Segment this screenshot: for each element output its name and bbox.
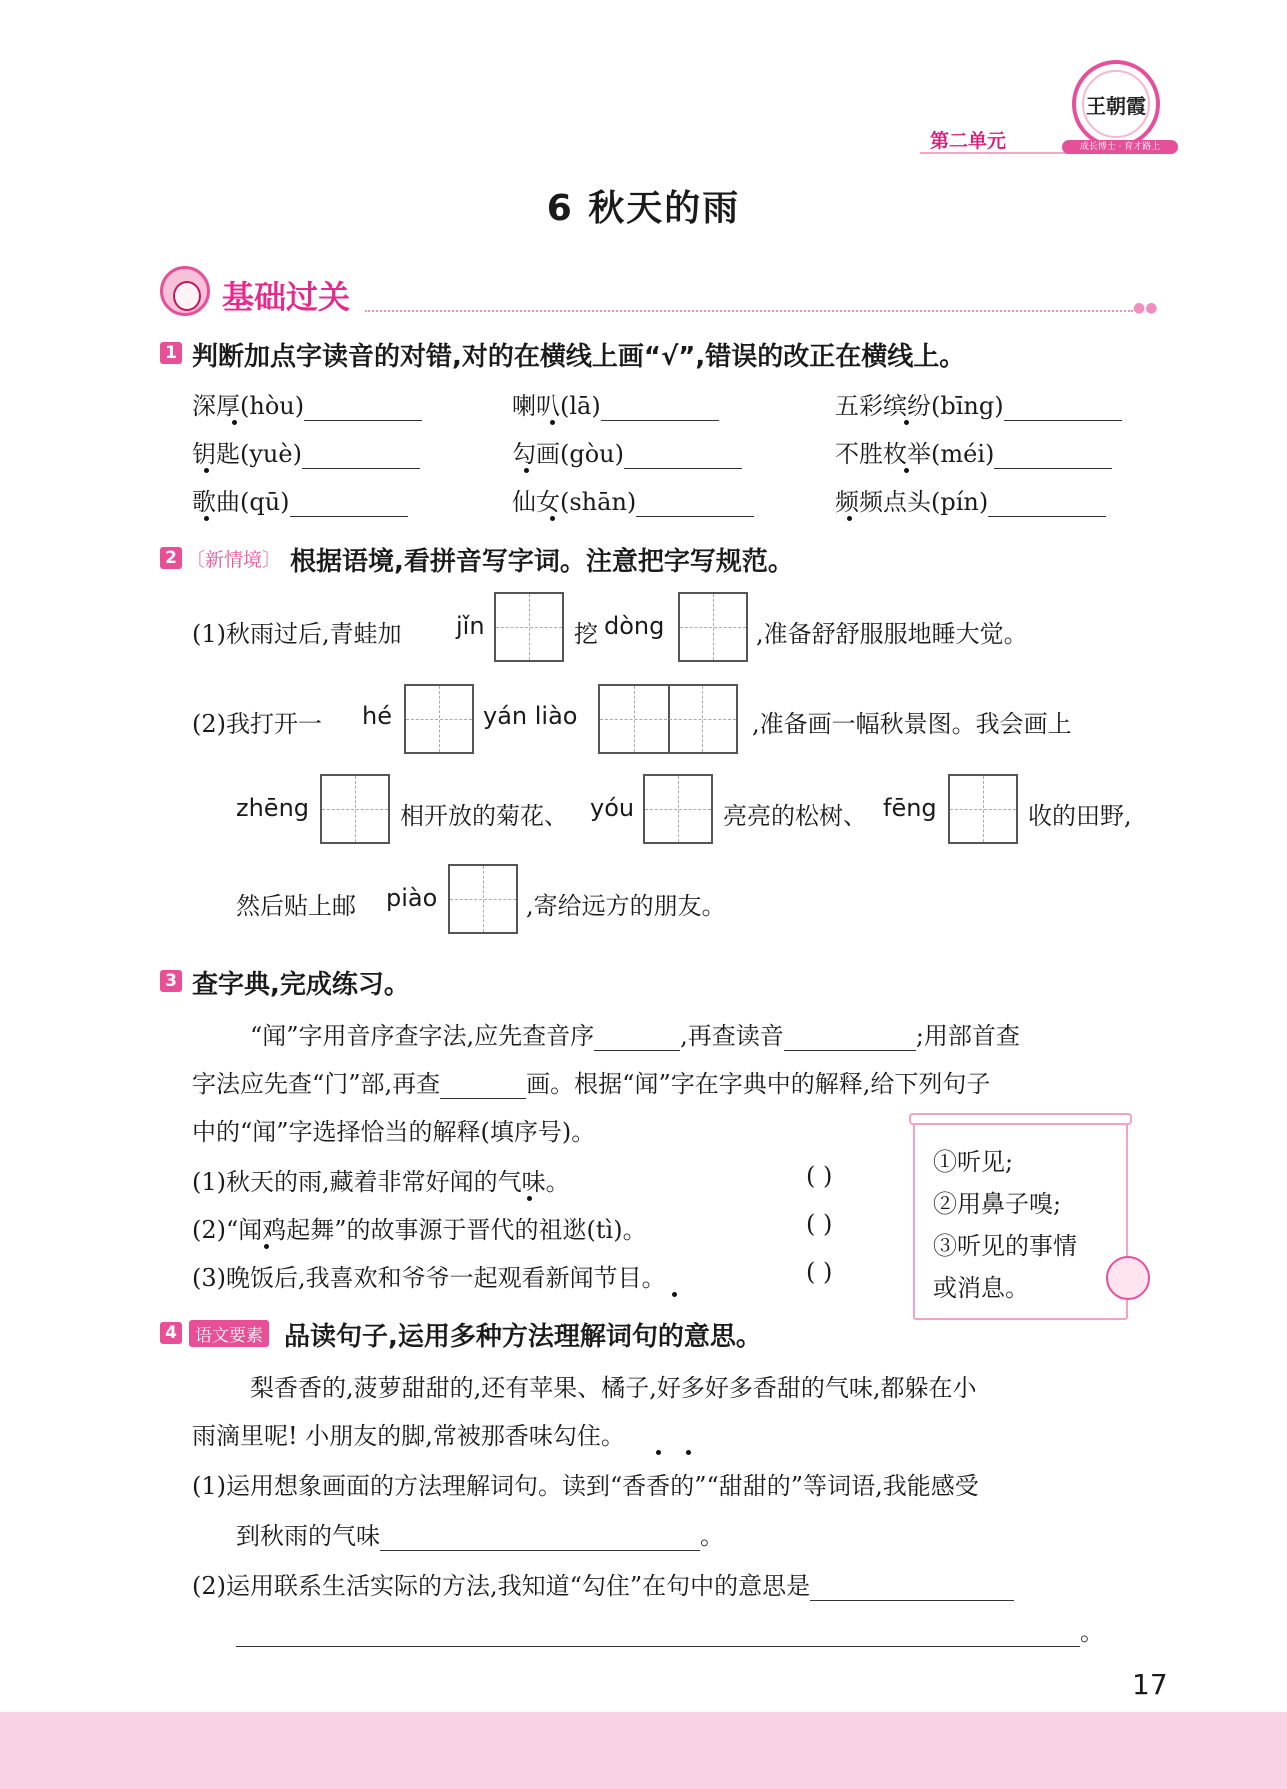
tianzi-grid-double[interactable] xyxy=(598,684,738,754)
q2-s4-b: ,寄给远方的朋友。 xyxy=(526,892,726,920)
q1-item: 不胜枚举(méi) xyxy=(835,434,1112,469)
cartoon-girl-icon xyxy=(1106,1256,1150,1300)
brand-logo xyxy=(1072,60,1161,152)
emphasis-dot xyxy=(527,1196,532,1201)
answer-parentheses[interactable]: ( ) xyxy=(806,1210,833,1238)
q1-item: 歌曲(qū) xyxy=(192,482,408,517)
q4-tag: 语文要素 xyxy=(189,1320,269,1347)
emphasis-dot xyxy=(204,516,209,521)
pinyin: hé xyxy=(362,702,392,730)
emphasis-dot xyxy=(656,1450,661,1455)
footer-band xyxy=(0,1712,1287,1789)
q2-s3-a: 相开放的菊花、 xyxy=(400,802,568,830)
answer-blank[interactable] xyxy=(994,440,1112,469)
answer-blank[interactable] xyxy=(810,1572,1014,1601)
emphasis-dot xyxy=(550,516,555,521)
q4-s1-line: 到秋雨的气味 。 xyxy=(236,1522,724,1550)
q3-item-1: (1)秋天的雨,藏着非常好闻的气味。 xyxy=(192,1168,570,1196)
answer-blank[interactable] xyxy=(636,488,754,517)
definition-3: ③听见的事情 xyxy=(933,1232,1077,1260)
answer-blank[interactable] xyxy=(236,1618,1080,1647)
unit-label: 第二单元 xyxy=(930,130,1007,152)
definition-1: ①听见; xyxy=(933,1148,1014,1176)
page-number: 17 xyxy=(1132,1668,1168,1701)
q4-prompt: 品读句子,运用多种方法理解词句的意思。 xyxy=(284,1322,762,1352)
lesson-title: 6 秋天的雨 xyxy=(546,188,741,229)
q1-item: 勾画(gòu) xyxy=(512,434,742,469)
answer-parentheses[interactable]: ( ) xyxy=(806,1162,833,1190)
section-title: 基础过关 xyxy=(222,278,351,316)
tianzi-grid[interactable] xyxy=(678,592,748,662)
decor-dots-icon: ●● xyxy=(1133,300,1158,316)
q2-s1-a: (1)秋雨过后,青蛙加 xyxy=(192,620,402,648)
section-divider xyxy=(365,310,1133,312)
q3-prompt: 查字典,完成练习。 xyxy=(192,970,410,1000)
pinyin: dòng xyxy=(604,612,665,640)
definition-3-cont: 或消息。 xyxy=(933,1274,1029,1302)
q4-number: 4 xyxy=(160,1322,182,1344)
q2-number: 2 xyxy=(160,547,182,569)
q1-item: 五彩缤纷(bīng) xyxy=(835,386,1122,421)
answer-blank[interactable] xyxy=(594,1022,680,1051)
q3-line1: “闻”字用音序查字法,应先查音序 ,再查读音 ;用部首查 xyxy=(250,1022,1020,1050)
definition-2: ②用鼻子嗅; xyxy=(933,1190,1062,1218)
emphasis-dot xyxy=(232,420,237,425)
q1-item: 深厚(hòu) xyxy=(192,386,422,421)
q1-item: 频频点头(pín) xyxy=(835,482,1106,517)
q4-s2-cont: 。 xyxy=(236,1612,1104,1647)
answer-blank[interactable] xyxy=(624,440,742,469)
q3-line3: 中的“闻”字选择恰当的解释(填序号)。 xyxy=(192,1118,596,1146)
emphasis-dot xyxy=(524,468,529,473)
q2-s2-a: (2)我打开一 xyxy=(192,710,322,738)
q1-prompt: 判断加点字读音的对错,对的在横线上画“√”,错误的改正在横线上。 xyxy=(192,342,966,372)
q3-line2: 字法应先查“门”部,再查 画。根据“闻”字在字典中的解释,给下列句子 xyxy=(192,1070,991,1098)
teacher-avatar-icon xyxy=(160,266,210,316)
q1-item: 喇叭(lā) xyxy=(512,386,719,421)
q3-item-3: (3)晚饭后,我喜欢和爷爷一起观看新闻节目。 xyxy=(192,1264,666,1292)
emphasis-dot xyxy=(204,468,209,473)
q2-s1-b: 挖 xyxy=(574,620,598,648)
tianzi-grid[interactable] xyxy=(404,684,474,754)
tianzi-grid[interactable] xyxy=(643,774,713,844)
answer-blank[interactable] xyxy=(304,392,422,421)
q1-item: 仙女(shān) xyxy=(512,482,754,517)
q4-s1-a: (1)运用想象画面的方法理解词句。读到“香香的”“甜甜的”等词语,我能感受 xyxy=(192,1472,979,1500)
pinyin: yán liào xyxy=(483,702,578,730)
q2-s4-a: 然后贴上邮 xyxy=(236,892,356,920)
tianzi-grid[interactable] xyxy=(320,774,390,844)
definition-note-card xyxy=(913,1118,1128,1320)
emphasis-dot xyxy=(904,420,909,425)
pinyin: zhēng xyxy=(236,794,310,822)
q2-s3-b: 亮亮的松树、 xyxy=(723,802,867,830)
emphasis-dot xyxy=(264,1244,269,1249)
answer-blank[interactable] xyxy=(988,488,1106,517)
emphasis-dot xyxy=(550,420,555,425)
answer-blank[interactable] xyxy=(1004,392,1122,421)
pinyin: yóu xyxy=(590,794,635,822)
q2-prompt: 根据语境,看拼音写字词。注意把字写规范。 xyxy=(290,547,794,577)
tianzi-grid[interactable] xyxy=(494,592,564,662)
answer-parentheses[interactable]: ( ) xyxy=(806,1258,833,1286)
q4-passage-2: 雨滴里呢! 小朋友的脚,常被那香味勾住。 xyxy=(192,1422,625,1450)
tianzi-grid[interactable] xyxy=(448,864,518,934)
answer-blank[interactable] xyxy=(784,1022,916,1051)
q3-number: 3 xyxy=(160,970,182,992)
emphasis-dot xyxy=(686,1450,691,1455)
tianzi-grid[interactable] xyxy=(948,774,1018,844)
q3-item-2: (2)“闻鸡起舞”的故事源于晋代的祖逖(tì)。 xyxy=(192,1216,647,1244)
emphasis-dot xyxy=(672,1292,677,1297)
q2-tag: 〔新情境〕 xyxy=(186,549,282,571)
note-clip xyxy=(909,1113,1132,1125)
answer-blank[interactable] xyxy=(601,392,719,421)
answer-blank[interactable] xyxy=(302,440,420,469)
q4-s2-line: (2)运用联系生活实际的方法,我知道“勾住”在句中的意思是 xyxy=(192,1566,1014,1601)
q2-s2-c: ,准备画一幅秋景图。我会画上 xyxy=(752,710,1072,738)
pinyin: fēng xyxy=(883,794,937,822)
logo-motto: 成长博士 · 育才路上 xyxy=(1062,140,1178,154)
q1-item: 钥匙(yuè) xyxy=(192,434,420,469)
logo-text: 王朝霞 xyxy=(1086,94,1146,118)
q4-passage-1: 梨香香的,菠萝甜甜的,还有苹果、橘子,好多好多香甜的气味,都躲在小 xyxy=(250,1374,977,1402)
pinyin: jǐn xyxy=(456,612,485,640)
answer-blank[interactable] xyxy=(440,1070,526,1099)
q1-number: 1 xyxy=(160,342,182,364)
q2-s3-c: 收的田野, xyxy=(1028,802,1132,830)
q2-s1-c: ,准备舒舒服服地睡大觉。 xyxy=(756,620,1028,648)
answer-blank[interactable] xyxy=(380,1522,700,1551)
emphasis-dot xyxy=(847,516,852,521)
pinyin: piào xyxy=(386,884,438,912)
emphasis-dot xyxy=(904,468,909,473)
answer-blank[interactable] xyxy=(290,488,408,517)
